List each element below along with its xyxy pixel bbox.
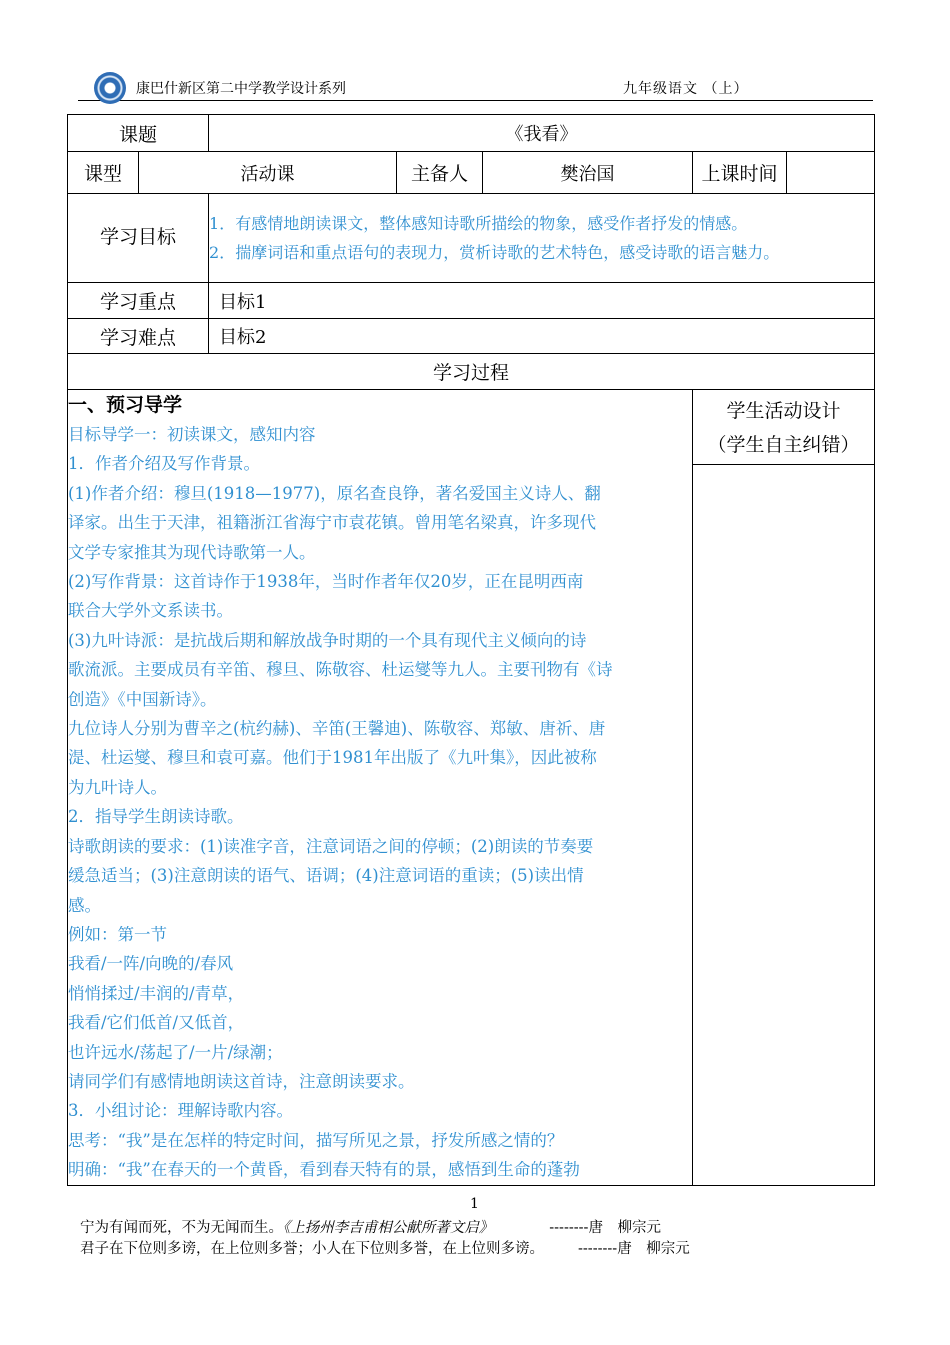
- goals-row: [68, 194, 875, 283]
- difficulty-label: 学习难点: [68, 319, 209, 354]
- difficulty-row: [68, 319, 875, 354]
- type-row: [68, 152, 875, 194]
- goals-label: 学习目标: [68, 194, 209, 283]
- content-line: 译家。出生于天津，祖籍浙江省海宁市袁花镇。曾用笔名梁真，许多现代: [68, 513, 596, 533]
- time-value: [787, 152, 875, 194]
- process-content: [68, 390, 693, 1186]
- student-activity-header: [693, 390, 874, 465]
- content-line: 歌流派。主要成员有辛笛、穆旦、陈敬容、杜运燮等九人。主要刊物有《诗: [68, 660, 613, 680]
- section-heading: 一、预习导学: [68, 394, 183, 416]
- content-line: 目标导学一：初读课文，感知内容: [68, 425, 316, 444]
- content-line: 缓急适当；(3)注意朗读的语气、语调；(4)注意词语的重读；(5)读出情: [68, 866, 584, 886]
- content-lines: [68, 420, 692, 1185]
- content-line: 1．作者介绍及写作背景。: [68, 454, 260, 474]
- content-line: 我看/一阵/向晚的/春风: [68, 954, 234, 974]
- content-line: 九位诗人分别为曹辛之(杭约赫)、辛笛(王馨迪)、陈敬容、郑敏、唐祈、唐: [68, 719, 606, 739]
- process-content-row: [68, 390, 875, 1186]
- key-label: 学习重点: [68, 283, 209, 319]
- type-value: 活动课: [139, 152, 397, 194]
- quote-text: 宁为有闻而死，不为无闻而生。: [80, 1220, 283, 1236]
- process-row: [68, 354, 875, 390]
- quote-author: --------唐 柳宗元: [549, 1220, 661, 1236]
- preparer-value: 樊治国: [483, 152, 693, 194]
- grade-label: 九年级语文 （上）: [623, 81, 749, 97]
- key-value: 目标1: [209, 283, 875, 319]
- content-line: 感。: [68, 895, 101, 915]
- page-header: [78, 70, 873, 101]
- content-line: 创造》《中国新诗》。: [68, 689, 217, 709]
- time-label: 上课时间: [693, 152, 787, 194]
- content-line: 文学专家推其为现代诗歌第一人。: [68, 542, 316, 562]
- page-number: 1: [470, 1196, 479, 1212]
- difficulty-value: 目标2: [209, 319, 875, 354]
- content-line: 2．指导学生朗读诗歌。: [68, 807, 244, 827]
- topic-row: [68, 115, 875, 152]
- content-line: 悄悄揉过/丰润的/青草，: [68, 983, 245, 1003]
- content-line: 例如：第一节: [68, 924, 167, 944]
- process-label: 学习过程: [68, 354, 875, 390]
- topic-label: 课题: [68, 115, 209, 152]
- goal-item: 1．有感情地朗读课文，整体感知诗歌所描绘的物象，感受作者抒发的情感。: [209, 214, 748, 233]
- content-line: 湜、杜运燮、穆旦和袁可嘉。他们于1981年出版了《九叶集》，因此被称: [68, 748, 597, 768]
- preparer-label: 主备人: [397, 152, 483, 194]
- key-row: [68, 283, 875, 319]
- footer-quote-2: [80, 1237, 690, 1258]
- goal-item: 2．揣摩词语和重点语句的表现力，赏析诗歌的艺术特色，感受诗歌的语言魅力。: [209, 243, 780, 262]
- goals-content: [209, 194, 875, 283]
- quote-text: 君子在下位则多谤，在上位则多誉；小人在下位则多誉，在上位则多谤。: [80, 1241, 544, 1257]
- activity-subtitle: （学生自主纠错）: [707, 434, 860, 456]
- student-activity-column: [693, 390, 875, 1186]
- school-logo-icon: [94, 72, 126, 104]
- content-line: (1)作者介绍：穆旦(1918—1977)，原名查良铮，著名爱国主义诗人、翻: [68, 483, 601, 503]
- school-name: 康巴什新区第二中学教学设计系列: [136, 81, 346, 97]
- content-line: 请同学们有感情地朗读这首诗，注意朗读要求。: [68, 1071, 415, 1091]
- activity-title: 学生活动设计: [726, 400, 841, 422]
- content-line: 思考：“我”是在怎样的特定时间，描写所见之景，抒发所感之情的？: [68, 1130, 564, 1150]
- quote-author: --------唐 柳宗元: [578, 1241, 690, 1257]
- content-line: 明确：“我”在春天的一个黄昏，看到春天特有的景，感悟到生命的蓬勃: [68, 1160, 580, 1180]
- content-line: 也许远水/荡起了/一片/绿潮；: [68, 1042, 283, 1062]
- content-line: 我看/它们低首/又低首，: [68, 1013, 245, 1033]
- content-line: (3)九叶诗派：是抗战后期和解放战争时期的一个具有现代主义倾向的诗: [68, 630, 587, 650]
- content-line: (2)写作背景：这首诗作于1938年，当时作者年仅20岁，正在昆明西南: [68, 572, 584, 592]
- content-line: 为九叶诗人。: [68, 777, 167, 797]
- type-label: 课型: [68, 152, 139, 194]
- content-line: 3．小组讨论：理解诗歌内容。: [68, 1101, 293, 1121]
- topic-value: 《我看》: [209, 115, 875, 152]
- lesson-plan-table: [67, 114, 875, 1186]
- quote-source: 《上扬州李吉甫相公献所著文启》: [283, 1220, 494, 1236]
- content-line: 诗歌朗读的要求：(1)读准字音，注意词语之间的停顿；(2)朗读的节奏要: [68, 836, 594, 856]
- content-line: 联合大学外文系读书。: [68, 601, 233, 621]
- footer-quote-1: [80, 1216, 661, 1237]
